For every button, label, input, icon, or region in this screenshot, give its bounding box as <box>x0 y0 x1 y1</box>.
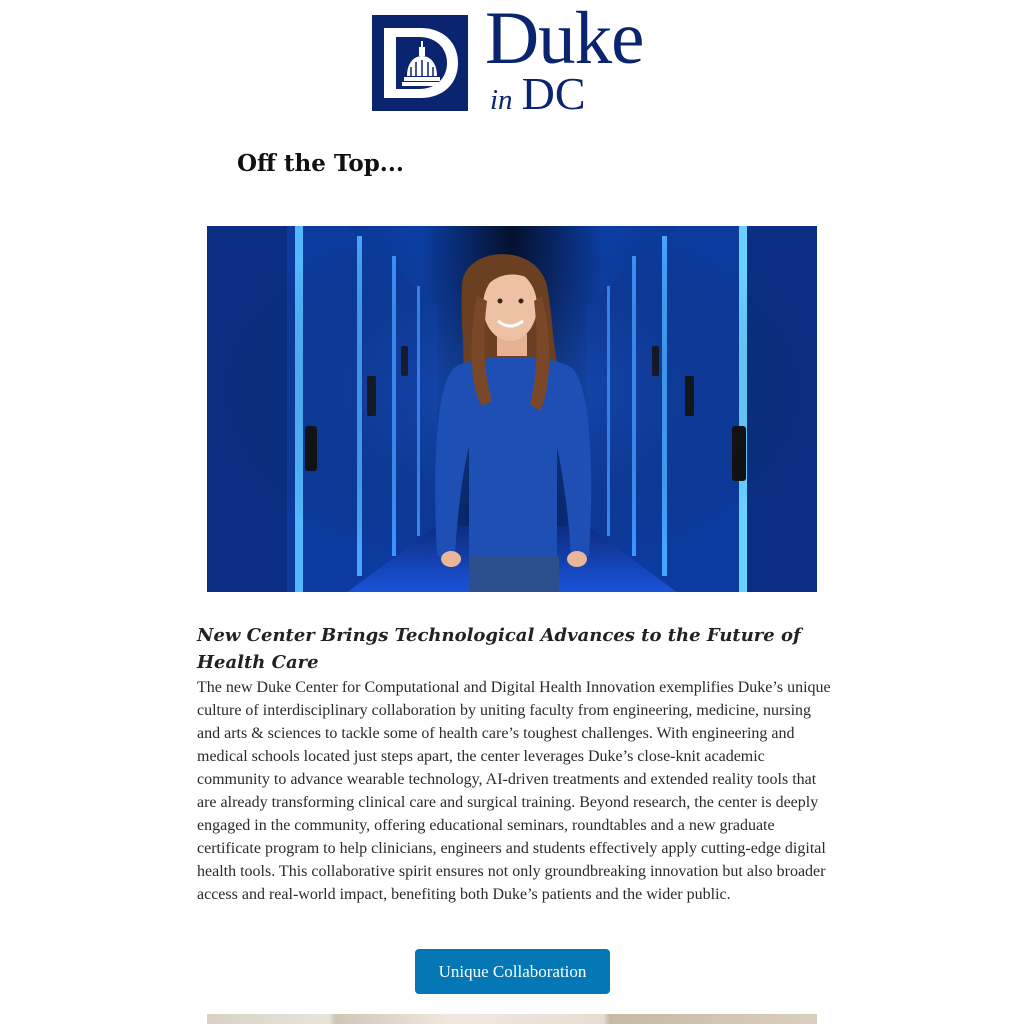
duke-in-dc-logo[interactable] <box>372 0 654 119</box>
article-body: The new Duke Center for Computational and Digital Health Innovation exemplifies Duke’s unique culture of interdisciplinary collaboration by uniting faculty from engineering, medicine, nursing and arts & sciences to tackle some of health care’s toughest challenges. With engineering and medical schools located just steps apart, the center leverages Duke’s close-knit academic community to advance wearable technology, AI-driven treatments and extended reality tools that are already transforming clinical care and surgical training. Beyond research, the center is deeply engaged in the community, offering educational seminars, roundtables and a new graduate certificate program to help clinicians, engineers and students effectively apply cutting-edge digital health tools. This collaborative spirit ensures not only groundbreaking innovation but also broader access and real-world impact, benefiting both Duke’s patients and the wider public. <box>197 679 831 903</box>
logo-in-text: in <box>490 84 513 116</box>
researcher-in-server-room-photo <box>207 226 817 592</box>
article-headline[interactable]: New Center Brings Technological Advances to the Future of Health Care <box>197 625 801 673</box>
capitol-dome-icon <box>372 15 468 111</box>
unique-collaboration-button[interactable]: Unique Collaboration <box>415 949 610 994</box>
logo-brand-text: Duke <box>485 0 644 80</box>
logo-location <box>490 68 586 119</box>
article-hero-image[interactable] <box>207 226 817 592</box>
logo-dc-text: DC <box>521 68 586 119</box>
next-article-image[interactable] <box>207 1014 817 1024</box>
section-title: Off the Top... <box>237 150 404 177</box>
